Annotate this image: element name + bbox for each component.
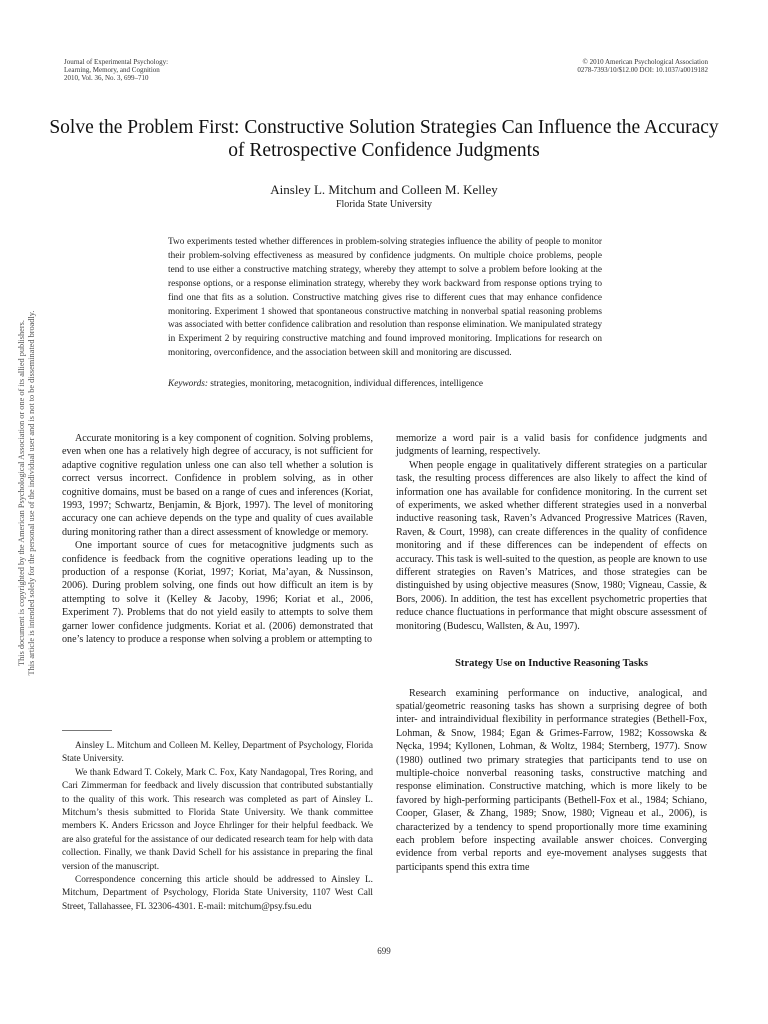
side-notice-line: This article is intended solely for the personal use of the individual user and is not to be disseminated broadly.	[27, 310, 37, 676]
body-paragraph-continued: memorize a word pair is a valid basis for confidence judgments and judgments of learning, respectively.	[396, 433, 707, 458]
body-paragraph: Research examining performance on inductive, analogical, and spatial/geometric reasoning tasks has shown a surprising degree of both inter- and intraindividual flexibility in performance strategies (Bethell-Fox, Lohman, & Snow, 1984; Egan & Grimes-Farrow, 1982; Kossowska & Nęcka, 1994; Kyllonen, Lohman, & Woltz, 1984; Sternberg, 1977). Snow (1980) outlined two primary strategies that participants tend to use on multiple-choice nonverbal reasoning tasks, constructive matching and response elimination. Constructive matching, which is more likely to be favored by high-performing participants (Bethell-Fox et al., 1984; Schiano, Cooper, Glaser, & Zhang, 1989; Snow, 1980; Vigneau et al., 2006), is characterized by a tendency to spend proportionally more time examining each problem before inspecting available answer choices. Converging evidence from verbal reports and eye-movement analyses suggests that participants spend this extra time	[396, 687, 707, 873]
author-note	[62, 740, 373, 914]
copyright-notice: © 2010 American Psychological Association	[582, 58, 708, 66]
footnote-paragraph: We thank Edward T. Cokely, Mark C. Fox, Katy Nandagopal, Tres Roring, and Cari Zimmerman for feedback and lively discussion that contributed substantially to the quality of this work. This research was completed as part of Ainsley L. Mitchum’s thesis submitted to Florida State University. We thank committee members K. Anders Ericsson and Joyce Ehrlinger for their helpful feedback. We are also grateful for the assistance of our dedicated research team for help with data collection. Finally, we thank David Schell for his assistance in preparing the final version of the manuscript.	[62, 767, 373, 872]
journal-name: Journal of Experimental Psychology:	[64, 58, 169, 66]
authors: Ainsley L. Mitchum and Colleen M. Kelley	[270, 182, 498, 197]
keywords-text: strategies, monitoring, metacognition, individual differences, intelligence	[210, 379, 484, 389]
journal-subtitle: Learning, Memory, and Cognition	[64, 66, 160, 75]
footnote-paragraph: Correspondence concerning this article should be addressed to Ainsley L. Mitchum, Department of Psychology, Florida State University, 1107 West Call Street, Tallahassee, FL 32306-4301. E-mail: mitchum@psy.fsu.edu	[62, 875, 373, 912]
footnote-divider	[62, 730, 112, 731]
keywords	[168, 378, 608, 390]
journal-header	[64, 58, 168, 83]
journal-volume: 2010, Vol. 36, No. 3, 699–710	[64, 74, 149, 83]
doi-line: 0278-7393/10/$12.00 DOI: 10.1037/a0019182	[577, 66, 708, 75]
copyright-side-notice	[17, 258, 37, 728]
article-title: Solve the Problem First: Constructive Solution Strategies Can Influence the Accuracy of Retrospective Confidence Judgments	[49, 117, 719, 161]
abstract: Two experiments tested whether differences in problem-solving strategies influence the ability of people to monitor their problem-solving effectiveness as measured by confidence judgments. On multiple choice problems, people tend to use either a constructive matching strategy, whereby they attempt to solve a problem before looking at the response options, or a response elimination strategy, whereby they work backward from response options trying to find one that fits as a solution. Constructive matching gives rise to different cues that may enhance confidence monitoring. Experiment 1 showed that spontaneous constructive matching in nonverbal spatial reasoning problems was associated with better confidence calibration and resolution than response elimination. We manipulated strategy in Experiment 2 by requiring constructive matching and found improved monitoring. Implications for research on monitoring, overconfidence, and the association between skill and monitoring are discussed.	[168, 237, 602, 359]
page-number: 699	[377, 946, 391, 956]
side-notice-line: This document is copyrighted by the American Psychological Association or one of its allied publishers.	[17, 320, 26, 666]
section-heading: Strategy Use on Inductive Reasoning Tasks	[455, 658, 648, 670]
keywords-label: Keywords:	[168, 379, 208, 389]
right-column	[396, 432, 707, 874]
body-paragraph: One important source of cues for metacognitive judgments such as confidence is feedback from the cognitive operations leading up to the production of a response (Koriat, 1997; Koriat, Ma’ayan, & Nussinson, 2006). During problem solving, one finds out how difficult an item is by attempting to solve it (Kelley & Jacoby, 1996; Koriat et al., 2006, Experiment 7). Problems that do not yield easily to attempts to solve them garner lower confidence judgments. Koriat et al. (2006) demonstrated that one’s latency to produce a response when solving a problem or attempting to	[62, 540, 373, 646]
copyright-header	[577, 58, 708, 74]
left-column	[62, 432, 373, 647]
body-paragraph: When people engage in qualitatively different strategies on a particular task, the resulting process differences are also likely to affect the kind of information one has available for confidence monitoring. In the current set of experiments, we asked whether different strategies used in a nonverbal inductive reasoning task, Raven’s Advanced Progressive Matrices (Raven, Raven, & Court, 1998), can create differences in the quality of confidence monitoring and if these differences can be independent of effects on accuracy. This task is well-suited to the question, as people are known to use different strategies on Raven’s Matrices, and those strategies can be distinguished by using objective measures (Snow, 1980; Vigneau, Cassie, & Bors, 2006). In addition, the test has excellent psychometric properties that reduce chance fluctuations in performance that might obscure assessment of monitoring (Budescu, Wallsten, & Au, 1997).	[396, 459, 707, 632]
body-paragraph: Accurate monitoring is a key component of cognition. Solving problems, even when one has a relatively high degree of accuracy, is not sufficient for adaptive cognitive regulation unless one can also tell whether a solution is correct versus incorrect. Confidence in problem solving, as in other cognitive domains, must be based on a range of cues and inferences (Koriat, 1993, 1997; Schwartz, Benjamin, & Bjork, 1997). The level of monitoring accuracy one can achieve depends on the type and quality of cues available during monitoring rather than a direct assessment of knowledge or memory.	[62, 433, 373, 538]
affiliation: Florida State University	[335, 199, 433, 210]
footnote-paragraph: Ainsley L. Mitchum and Colleen M. Kelley, Department of Psychology, Florida State University.	[62, 741, 373, 765]
